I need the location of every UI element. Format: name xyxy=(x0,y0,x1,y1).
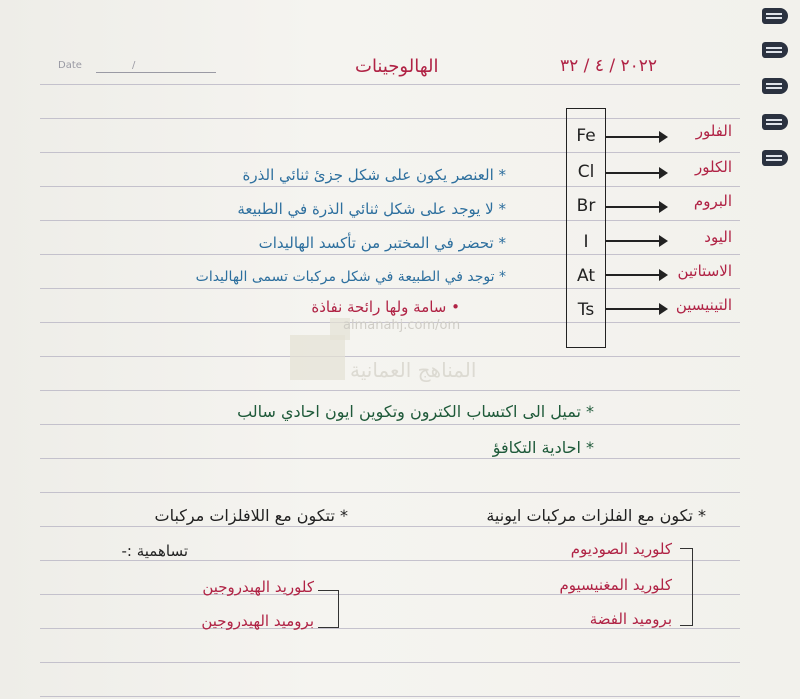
metal-compound: كلوريد المغنيسيوم xyxy=(559,576,672,594)
element-symbol: Ts xyxy=(577,300,595,320)
page-title: الهالوجينات xyxy=(355,56,439,77)
element-name: اليود xyxy=(704,228,732,246)
nonmetals-heading: * تتكون مع اللافلزات مركبات xyxy=(154,506,348,525)
rule-line xyxy=(40,288,740,289)
rule-line xyxy=(40,526,740,527)
rule-line xyxy=(40,594,740,595)
property-line: • سامة ولها رائحة نفاذة xyxy=(311,298,460,316)
rule-line xyxy=(40,696,740,697)
rule-line xyxy=(40,390,740,391)
element-name: الفلور xyxy=(695,122,732,140)
rule-line xyxy=(40,662,740,663)
property-line: * توجد في الطبيعة في شكل مركبات تسمى الهاليدات xyxy=(195,269,506,285)
rule-line xyxy=(40,118,740,119)
binder-tab-icon xyxy=(762,78,788,94)
handwritten-date: ٢٠٢٢ / ٤ / ٣٢ xyxy=(560,56,658,76)
nonmetal-compound: بروميد الهيدروجين xyxy=(201,612,314,630)
binder-tab-icon xyxy=(762,114,788,130)
watermark-logo xyxy=(290,335,345,380)
rule-line xyxy=(40,628,740,629)
valency-line: * احادية التكافؤ xyxy=(492,438,594,457)
rule-line xyxy=(40,492,740,493)
arrow-icon xyxy=(606,136,666,138)
element-name: التينيسين xyxy=(675,296,732,314)
element-name: الاستاتين xyxy=(677,262,732,280)
property-line: * لا يوجد على شكل ثنائي الذرة في الطبيعة xyxy=(237,200,506,218)
property-line: * العنصر يكون على شكل جزئ ثنائي الذرة xyxy=(242,166,506,184)
arrow-icon xyxy=(606,274,666,276)
rule-line xyxy=(40,254,740,255)
metal-compound: بروميد الفضة xyxy=(589,610,672,628)
electron-line: * تميل الى اكتساب الكترون وتكوين ايون احادي سالب xyxy=(237,402,594,421)
rule-line xyxy=(40,152,740,153)
rule-line xyxy=(40,424,740,425)
property-line: * تحضر في المختبر من تأكسد الهاليدات xyxy=(258,234,506,252)
date-underline xyxy=(96,72,216,73)
metals-heading: * تكون مع الفلزات مركبات ايونية xyxy=(486,506,706,525)
watermark-url: almanahj.com/om xyxy=(343,318,461,333)
watermark-name: المناهج العمانية xyxy=(350,358,477,382)
date-slash: / xyxy=(132,60,136,71)
rule-line xyxy=(40,84,740,85)
binder-tab-icon xyxy=(762,42,788,58)
element-symbol: I xyxy=(583,232,589,252)
rule-line xyxy=(40,458,740,459)
element-symbol: Fe xyxy=(576,126,596,146)
arrow-icon xyxy=(606,206,666,208)
nonmetals-bracket xyxy=(318,590,339,628)
nonmetals-heading-cont: تساهمية :- xyxy=(121,542,188,560)
metals-bracket xyxy=(680,548,693,626)
element-symbol: At xyxy=(577,266,595,286)
rule-line xyxy=(40,356,740,357)
binder-tab-icon xyxy=(762,150,788,166)
element-symbol: Cl xyxy=(577,162,595,182)
element-symbol: Br xyxy=(576,196,596,216)
rule-line xyxy=(40,560,740,561)
metal-compound: كلوريد الصوديوم xyxy=(570,540,672,558)
date-label: Date xyxy=(58,60,82,71)
element-name: الكلور xyxy=(695,158,732,176)
arrow-icon xyxy=(606,240,666,242)
nonmetal-compound: كلوريد الهيدروجين xyxy=(202,578,314,596)
element-name: البروم xyxy=(693,192,732,210)
rule-line xyxy=(40,220,740,221)
arrow-icon xyxy=(606,308,666,310)
arrow-icon xyxy=(606,172,666,174)
binder-tab-icon xyxy=(762,8,788,24)
rule-line xyxy=(40,186,740,187)
